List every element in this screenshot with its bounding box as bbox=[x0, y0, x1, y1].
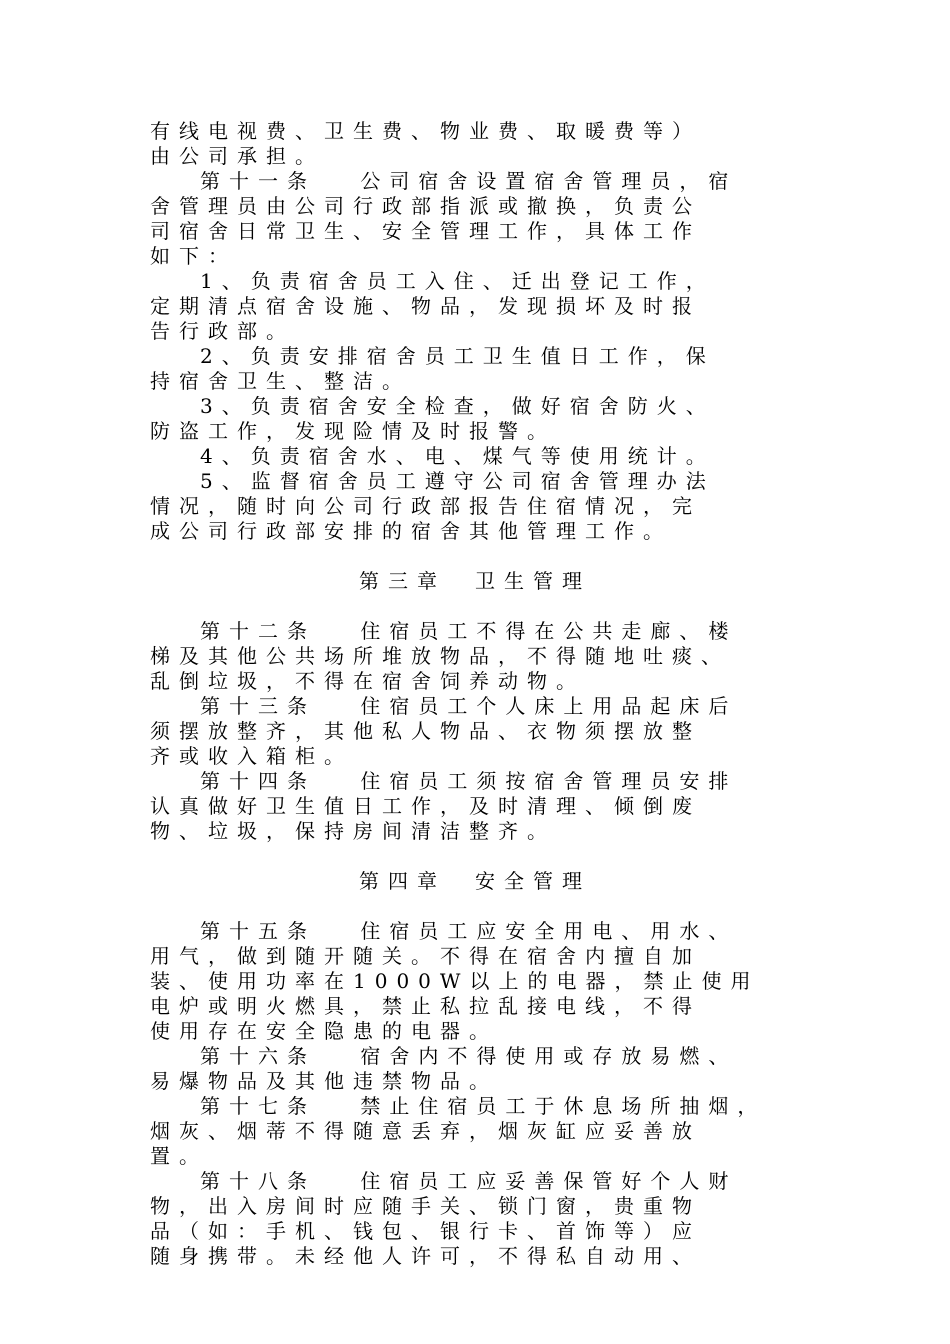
article-15 bbox=[150, 919, 800, 1044]
text-line: 装、使用功率在1000W以上的电器，禁止使用 bbox=[150, 969, 760, 993]
article-13 bbox=[150, 694, 800, 769]
list-item-3 bbox=[150, 394, 800, 444]
text-line: 第十五条 住宿员工应安全用电、用水、 bbox=[200, 919, 738, 943]
text-line: 第十二条 住宿员工不得在公共走廊、楼 bbox=[200, 619, 738, 643]
text-line: 物、垃圾，保持房间清洁整齐。 bbox=[150, 819, 556, 843]
article-14 bbox=[150, 769, 800, 844]
article-11 bbox=[150, 169, 800, 269]
text-line: 司宿舍日常卫生、安全管理工作，具体工作 bbox=[150, 219, 701, 243]
article-12 bbox=[150, 619, 800, 694]
text-line: 情况，随时向公司行政部报告住宿情况，完 bbox=[150, 494, 701, 518]
text-line: 随身携带。未经他人许可，不得私自动用、 bbox=[150, 1244, 701, 1268]
text-line: 置。 bbox=[150, 1144, 208, 1168]
text-line: 乱倒垃圾，不得在宿舍饲养动物。 bbox=[150, 669, 585, 693]
text-line: 持宿舍卫生、整洁。 bbox=[150, 369, 411, 393]
text-line: 防盗工作，发现险情及时报警。 bbox=[150, 419, 556, 443]
text-line: 舍管理员由公司行政部指派或撤换，负责公 bbox=[150, 194, 701, 218]
paragraph-utilities bbox=[150, 119, 800, 169]
article-18 bbox=[150, 1169, 800, 1269]
text-line: 齐或收入箱柜。 bbox=[150, 744, 353, 768]
text-line: 烟灰、烟蒂不得随意丢弃，烟灰缸应妥善放 bbox=[150, 1119, 701, 1143]
text-line: 易爆物品及其他违禁物品。 bbox=[150, 1069, 498, 1093]
document-page bbox=[150, 119, 800, 1269]
text-line: 电炉或明火燃具，禁止私拉乱接电线，不得 bbox=[150, 994, 701, 1018]
text-line: 如下： bbox=[150, 244, 237, 268]
text-line: 成公司行政部安排的宿舍其他管理工作。 bbox=[150, 519, 672, 543]
article-16 bbox=[150, 1044, 800, 1094]
text-line: 1、负责宿舍员工入住、迁出登记工作， bbox=[200, 269, 715, 293]
text-line: 有线电视费、卫生费、物业费、取暖费等） bbox=[150, 119, 701, 143]
list-item-1 bbox=[150, 269, 800, 344]
text-line: 使用存在安全隐患的电器。 bbox=[150, 1019, 498, 1043]
text-line: 认真做好卫生值日工作，及时清理、倾倒废 bbox=[150, 794, 701, 818]
text-line: 3、负责宿舍安全检查，做好宿舍防火、 bbox=[200, 394, 715, 418]
chapter-heading: 第三章 卫生管理 bbox=[359, 569, 591, 593]
text-line: 由公司承担。 bbox=[150, 144, 324, 168]
chapter-heading: 第四章 安全管理 bbox=[359, 869, 591, 893]
text-line: 2、负责安排宿舍员工卫生值日工作，保 bbox=[200, 344, 715, 368]
text-line: 第十六条 宿舍内不得使用或存放易燃、 bbox=[200, 1044, 738, 1068]
text-line: 梯及其他公共场所堆放物品，不得随地吐痰、 bbox=[150, 644, 730, 668]
text-line: 第十三条 住宿员工个人床上用品起床后 bbox=[200, 694, 738, 718]
text-line: 第十八条 住宿员工应妥善保管好个人财 bbox=[200, 1169, 738, 1193]
article-17 bbox=[150, 1094, 800, 1169]
text-line: 告行政部。 bbox=[150, 319, 295, 343]
text-line: 第十七条 禁止住宿员工于休息场所抽烟， bbox=[200, 1094, 767, 1118]
text-line: 物，出入房间时应随手关、锁门窗，贵重物 bbox=[150, 1194, 701, 1218]
list-item-2 bbox=[150, 344, 800, 394]
text-line: 用气，做到随开随关。不得在宿舍内擅自加 bbox=[150, 944, 701, 968]
text-line: 第十四条 住宿员工须按宿舍管理员安排 bbox=[200, 769, 738, 793]
text-line: 品（如：手机、钱包、银行卡、首饰等）应 bbox=[150, 1219, 701, 1243]
text-line: 4、负责宿舍水、电、煤气等使用统计。 bbox=[200, 444, 715, 468]
text-line: 第十一条 公司宿舍设置宿舍管理员，宿 bbox=[200, 169, 738, 193]
text-line: 定期清点宿舍设施、物品，发现损坏及时报 bbox=[150, 294, 701, 318]
text-line: 5、监督宿舍员工遵守公司宿舍管理办法 bbox=[200, 469, 715, 493]
list-item-5 bbox=[150, 469, 800, 544]
text-line: 须摆放整齐，其他私人物品、衣物须摆放整 bbox=[150, 719, 701, 743]
list-item-4 bbox=[150, 444, 800, 469]
